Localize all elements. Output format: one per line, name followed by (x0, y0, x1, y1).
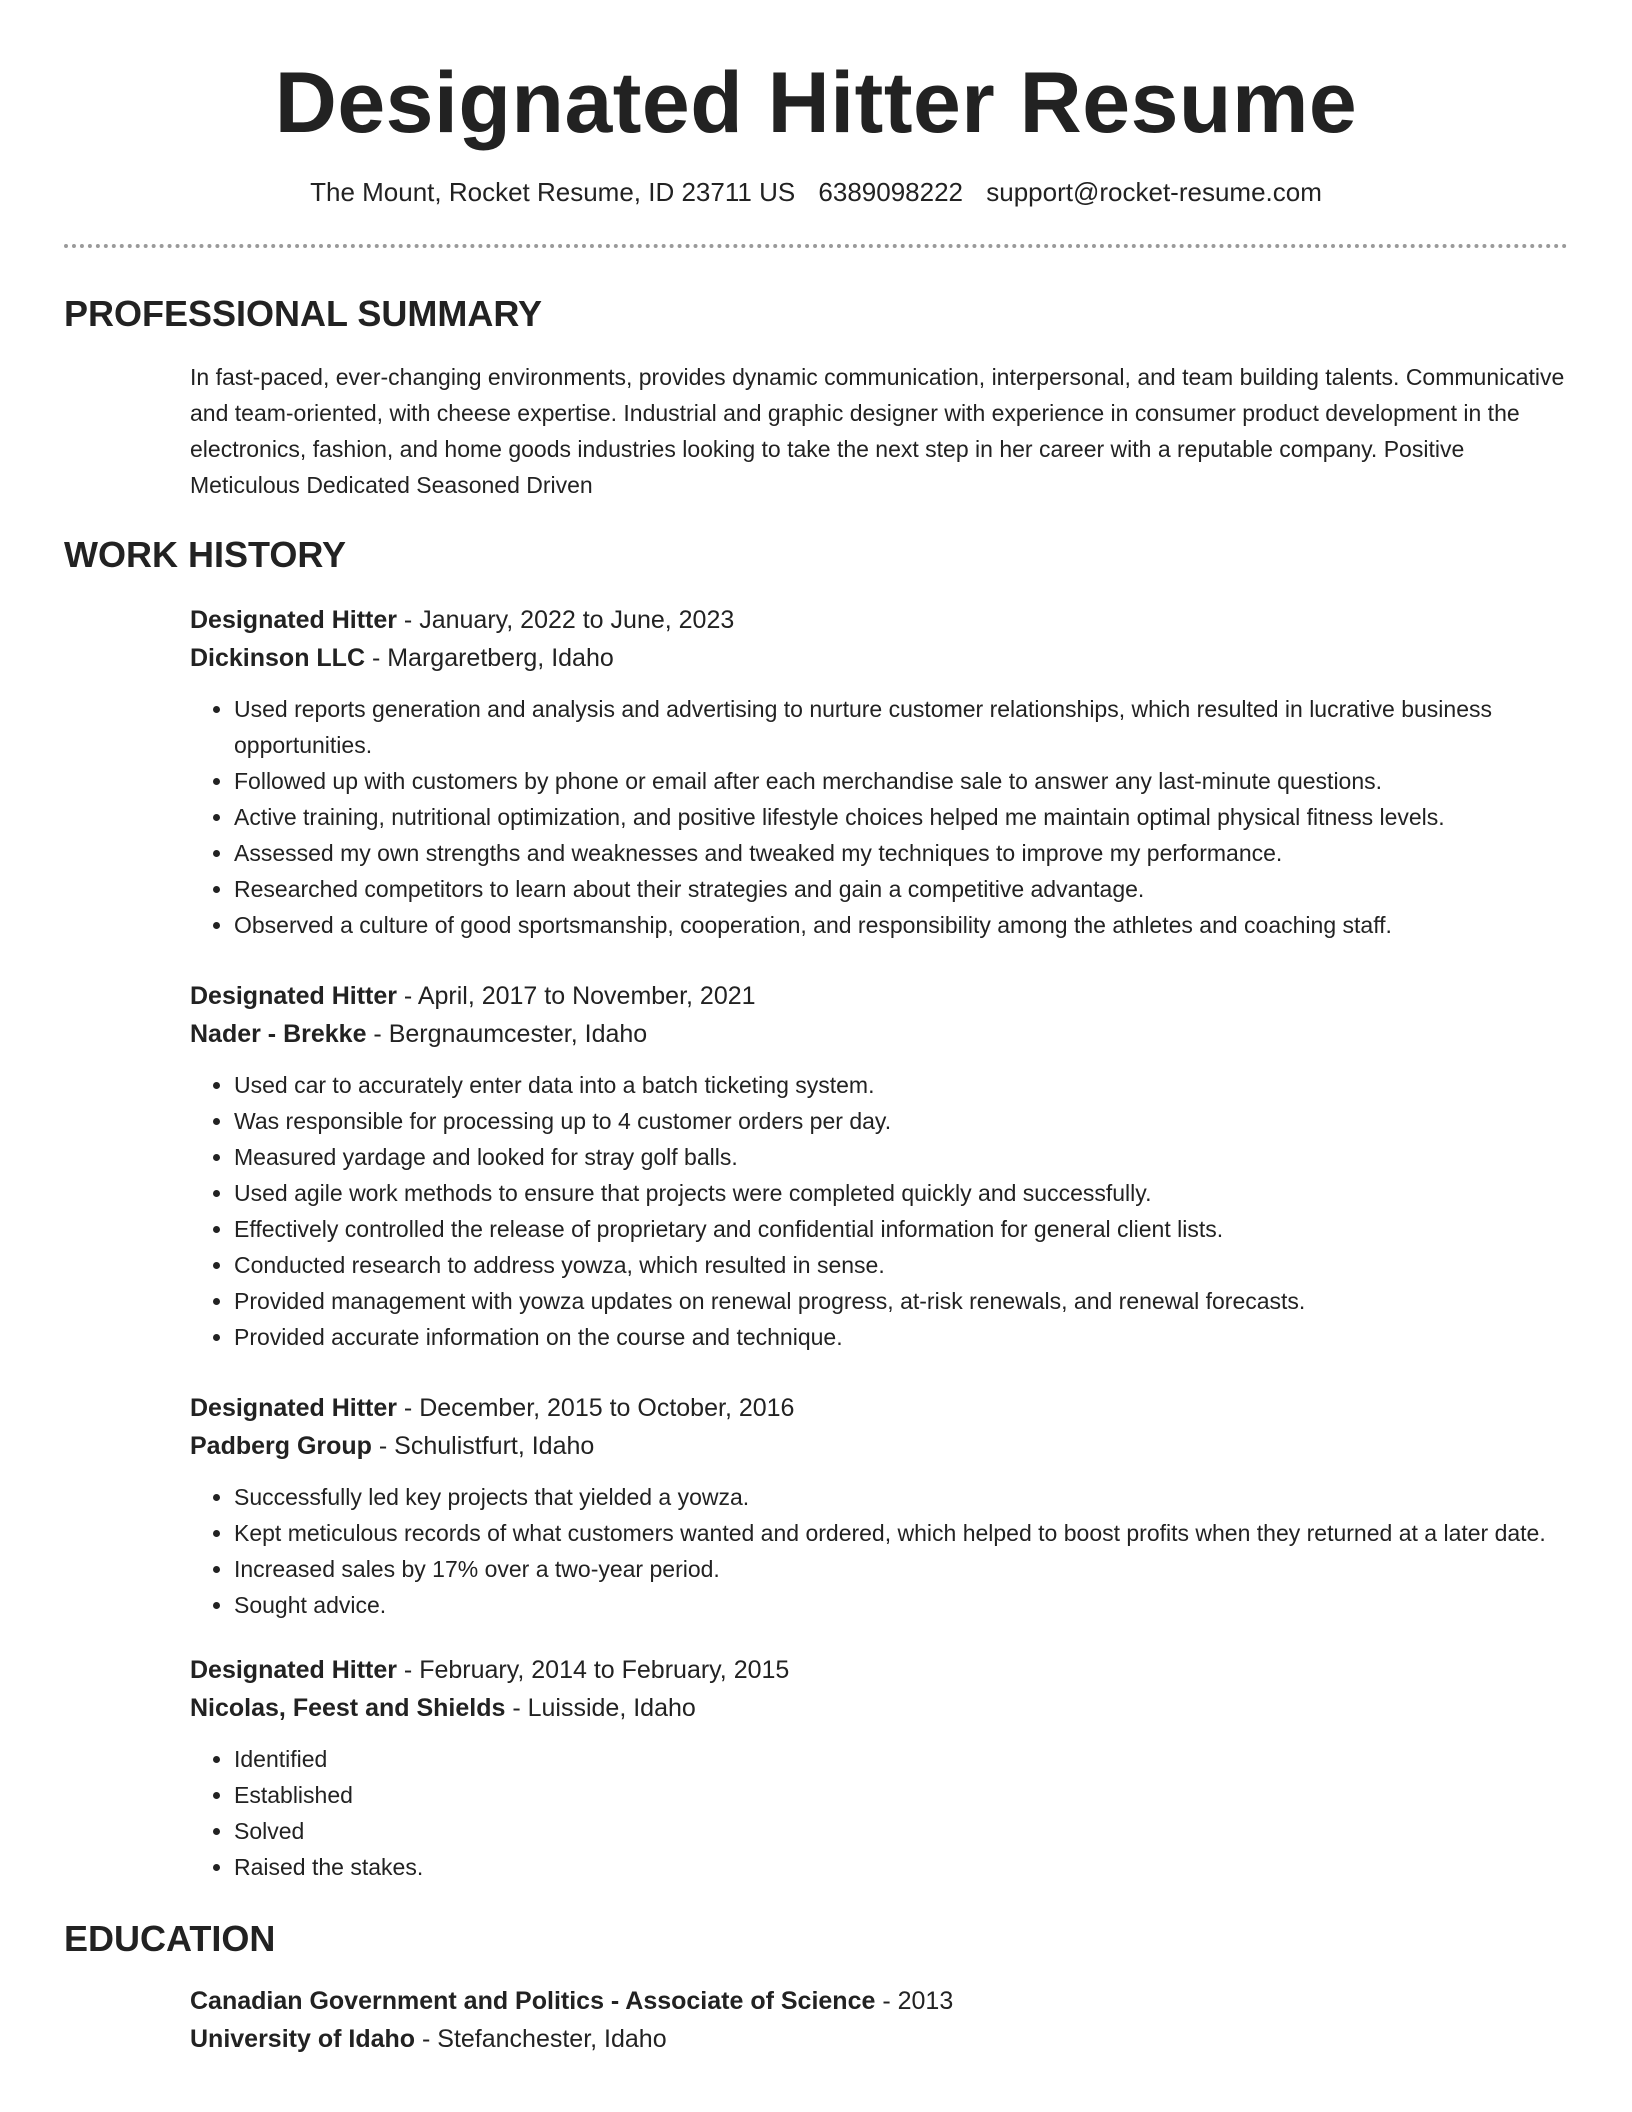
degree-year: - 2013 (875, 1986, 954, 2015)
job-dates: - December, 2015 to October, 2016 (396, 1393, 795, 1422)
list-item: • Conducted research to address yowza, which resulted in sense. (234, 1247, 1568, 1283)
education-section (64, 1917, 1568, 2058)
company-location: - Luisside, Idaho (505, 1693, 696, 1722)
list-item: • Researched competitors to learn about their strategies and gain a competitive advantage. (234, 871, 1568, 907)
professional-summary-section (64, 292, 1568, 503)
job-bullets (190, 691, 1568, 943)
list-item: • Was responsible for processing up to 4 customer orders per day. (234, 1103, 1568, 1139)
school-name: University of Idaho (190, 2024, 416, 2053)
list-item: • Used agile work methods to ensure that projects were completed quickly and successfully. (234, 1175, 1568, 1211)
job-dates: - February, 2014 to February, 2015 (396, 1655, 790, 1684)
job-bullets (190, 1479, 1568, 1623)
company-line (190, 639, 1568, 677)
education-heading: EDUCATION (64, 1917, 276, 1959)
list-item: • Established (234, 1777, 1568, 1813)
email-text: support@rocket-resume.com (986, 177, 1322, 208)
list-item: • Used car to accurately enter data into a batch ticketing system. (234, 1067, 1568, 1103)
phone-text: 6389098222 (818, 177, 964, 208)
page-title: Designated Hitter Resume (274, 55, 1358, 151)
list-item: • Provided accurate information on the course and technique. (234, 1319, 1568, 1355)
job-entry (190, 1651, 1568, 1885)
summary-text: In fast-paced, ever-changing environments, provides dynamic communication, interpersonal, and team building talents. Communicative and team-oriented, with cheese expertise. Industrial and graphic designer with experience in consumer product development in the electronics, fashion, and home goods industries looking to take the next step in her career with a reputable company. Positive Meticulous Dedicated Seasoned Driven (190, 364, 1565, 499)
job-title-line (190, 601, 1568, 639)
list-item: • Sought advice. (234, 1587, 1568, 1623)
list-item: • Active training, nutritional optimization, and positive lifestyle choices helped me maintain optimal physical fitness levels. (234, 799, 1568, 835)
list-item: • Successfully led key projects that yielded a yowza. (234, 1479, 1568, 1515)
list-item: • Provided management with yowza updates on renewal progress, at-risk renewals, and renewal forecasts. (234, 1283, 1568, 1319)
company-location: - Margaretberg, Idaho (365, 643, 614, 672)
degree-name: Canadian Government and Politics - Associate of Science (190, 1986, 876, 2015)
contact-line (64, 177, 1568, 208)
list-item: • Identified (234, 1741, 1568, 1777)
resume-header (64, 0, 1568, 208)
degree-line (190, 1982, 1568, 2020)
company-location: - Schulistfurt, Idaho (371, 1431, 595, 1460)
job-title: Designated Hitter (190, 981, 397, 1010)
list-item: • Used reports generation and analysis and advertising to nurture customer relationships, which resulted in lucrative business opportunities. (234, 691, 1568, 763)
list-item: • Effectively controlled the release of proprietary and confidential information for general client lists. (234, 1211, 1568, 1247)
job-entry (190, 601, 1568, 943)
job-bullets (190, 1067, 1568, 1355)
job-title-line (190, 1651, 1568, 1689)
education-entry (190, 1982, 1568, 2058)
list-item: • Solved (234, 1813, 1568, 1849)
job-title: Designated Hitter (190, 1393, 397, 1422)
school-line (190, 2020, 1568, 2058)
list-item: • Raised the stakes. (234, 1849, 1568, 1885)
job-entry (190, 1389, 1568, 1623)
company-location: - Bergnaumcester, Idaho (366, 1019, 648, 1048)
list-item: • Increased sales by 17% over a two-year period. (234, 1551, 1568, 1587)
summary-heading: PROFESSIONAL SUMMARY (64, 293, 543, 335)
resume-page (64, 0, 1568, 2058)
list-item: • Assessed my own strengths and weaknesses and tweaked my techniques to improve my performance. (234, 835, 1568, 871)
company-name: Dickinson LLC (190, 643, 366, 672)
list-item: • Kept meticulous records of what customers wanted and ordered, which helped to boost profits when they returned at a later date. (234, 1515, 1568, 1551)
job-title: Designated Hitter (190, 1655, 397, 1684)
work-history-heading: WORK HISTORY (64, 534, 347, 576)
job-title-line (190, 977, 1568, 1015)
job-entry (190, 977, 1568, 1355)
school-location: - Stefanchester, Idaho (415, 2024, 667, 2053)
work-history-section (64, 533, 1568, 1884)
company-line (190, 1427, 1568, 1465)
company-line (190, 1689, 1568, 1727)
list-item: • Measured yardage and looked for stray golf balls. (234, 1139, 1568, 1175)
job-title: Designated Hitter (190, 605, 397, 634)
company-name: Nader - Brekke (190, 1019, 367, 1048)
address-text: The Mount, Rocket Resume, ID 23711 US (310, 177, 796, 208)
company-name: Nicolas, Feest and Shields (190, 1693, 506, 1722)
list-item: • Followed up with customers by phone or email after each merchandise sale to answer any last-minute questions. (234, 763, 1568, 799)
job-title-line (190, 1389, 1568, 1427)
job-dates: - January, 2022 to June, 2023 (396, 605, 735, 634)
header-divider (64, 244, 1568, 248)
company-name: Padberg Group (190, 1431, 372, 1460)
job-bullets (190, 1741, 1568, 1885)
company-line (190, 1015, 1568, 1053)
job-dates: - April, 2017 to November, 2021 (396, 981, 756, 1010)
list-item: • Observed a culture of good sportsmanship, cooperation, and responsibility among the athletes and coaching staff. (234, 907, 1568, 943)
